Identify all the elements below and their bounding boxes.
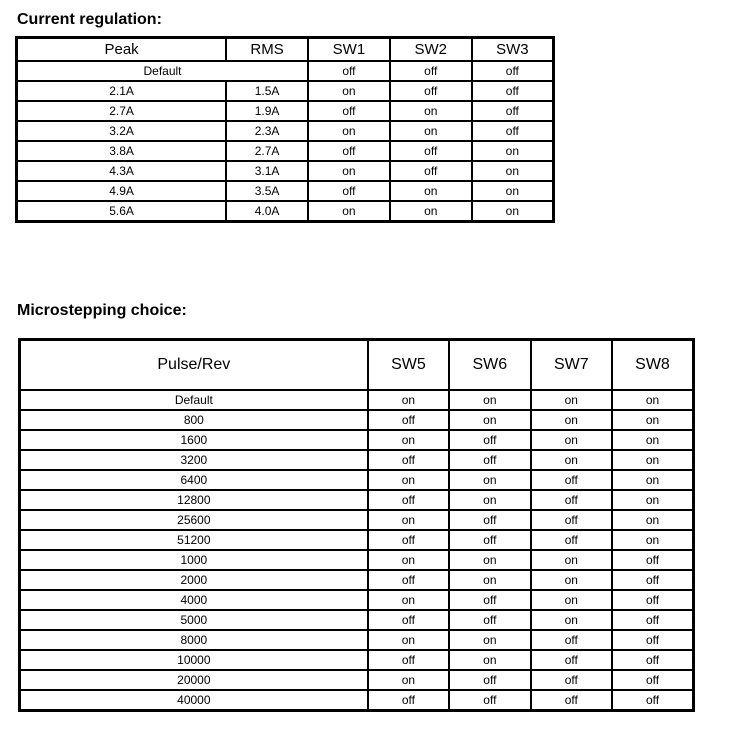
table-cell: on	[308, 81, 390, 101]
table-row	[20, 650, 694, 670]
table-cell: off	[612, 550, 694, 570]
table-row	[17, 161, 554, 181]
table-cell: off	[612, 590, 694, 610]
table-cell: on	[612, 430, 694, 450]
table-cell: on	[368, 430, 449, 450]
table-cell: 2.7A	[226, 141, 308, 161]
table-cell: off	[472, 61, 554, 81]
table-row	[20, 390, 694, 410]
table-row	[20, 410, 694, 430]
table-row	[17, 121, 554, 141]
table-cell: on	[531, 410, 612, 430]
table-cell: 2.3A	[226, 121, 308, 141]
table-row	[17, 181, 554, 201]
table-row	[20, 570, 694, 590]
table-row	[20, 490, 694, 510]
table-row	[20, 550, 694, 570]
column-header-rms: RMS	[226, 38, 308, 62]
table-cell: on	[449, 470, 530, 490]
table-row	[20, 590, 694, 610]
table-cell: off	[472, 101, 554, 121]
table-cell: 1.5A	[226, 81, 308, 101]
table-cell: on	[612, 510, 694, 530]
table-cell: off	[612, 650, 694, 670]
table-cell: on	[308, 201, 390, 222]
table-row	[20, 430, 694, 450]
table-cell: on	[612, 410, 694, 430]
table-cell: on	[612, 390, 694, 410]
table-cell: on	[472, 161, 554, 181]
table-cell: on	[390, 101, 472, 121]
table-cell: off	[368, 610, 449, 630]
table-cell: off	[308, 101, 390, 121]
table-cell: 1000	[20, 550, 368, 570]
table-cell: 8000	[20, 630, 368, 650]
table-cell: on	[472, 181, 554, 201]
table-cell: on	[449, 550, 530, 570]
table-cell: on	[368, 590, 449, 610]
column-header-sw6: SW6	[449, 340, 530, 391]
table-cell: off	[368, 690, 449, 711]
column-header-sw5: SW5	[368, 340, 449, 391]
table-cell: on	[449, 650, 530, 670]
table-row	[20, 470, 694, 490]
current-regulation-table	[15, 36, 555, 223]
column-header-pulse-rev: Pulse/Rev	[20, 340, 368, 391]
table-header-row	[17, 38, 554, 62]
table-cell: off	[449, 530, 530, 550]
table-row-default	[17, 61, 554, 81]
table-cell: off	[368, 570, 449, 590]
table-cell: on	[531, 430, 612, 450]
table-row	[20, 450, 694, 470]
table-row	[17, 81, 554, 101]
table-cell: on	[390, 181, 472, 201]
table-cell: 40000	[20, 690, 368, 711]
table-cell: on	[308, 121, 390, 141]
table-row	[20, 690, 694, 711]
table-cell: off	[308, 141, 390, 161]
table-cell: off	[612, 610, 694, 630]
table-cell: off	[531, 470, 612, 490]
table-cell: off	[449, 510, 530, 530]
table-cell: on	[368, 390, 449, 410]
table-cell: off	[390, 161, 472, 181]
table-cell: 51200	[20, 530, 368, 550]
current-regulation-title: Current regulation:	[17, 11, 162, 28]
table-cell: off	[368, 450, 449, 470]
table-cell: off	[449, 670, 530, 690]
table-cell: on	[612, 490, 694, 510]
table-cell: 2.1A	[17, 81, 227, 101]
default-label-cell: Default	[17, 61, 309, 81]
table-cell: off	[390, 141, 472, 161]
table-cell: 1600	[20, 430, 368, 450]
table-cell: on	[531, 570, 612, 590]
table-cell: 4.0A	[226, 201, 308, 222]
table-cell: on	[368, 550, 449, 570]
table-cell: Default	[20, 390, 368, 410]
table-row	[17, 141, 554, 161]
table-row	[20, 530, 694, 550]
table-cell: off	[449, 610, 530, 630]
table-cell: on	[390, 121, 472, 141]
table-cell: 4.3A	[17, 161, 227, 181]
table-cell: off	[472, 81, 554, 101]
table-cell: on	[531, 390, 612, 410]
table-cell: off	[368, 410, 449, 430]
table-cell: 3.8A	[17, 141, 227, 161]
table-cell: 5.6A	[17, 201, 227, 222]
table-cell: off	[531, 490, 612, 510]
table-cell: 1.9A	[226, 101, 308, 121]
table-header-row	[20, 340, 694, 391]
table-cell: off	[390, 81, 472, 101]
table-cell: off	[368, 490, 449, 510]
table-cell: on	[308, 161, 390, 181]
table-cell: on	[449, 410, 530, 430]
table-cell: on	[368, 510, 449, 530]
table-row	[17, 101, 554, 121]
table-cell: on	[449, 490, 530, 510]
table-cell: 20000	[20, 670, 368, 690]
table-cell: on	[612, 450, 694, 470]
table-cell: 10000	[20, 650, 368, 670]
table-cell: on	[449, 570, 530, 590]
table-cell: off	[531, 510, 612, 530]
table-cell: 800	[20, 410, 368, 430]
table-cell: off	[472, 121, 554, 141]
table-cell: off	[612, 570, 694, 590]
column-header-sw7: SW7	[531, 340, 612, 391]
table-cell: off	[368, 530, 449, 550]
table-cell: on	[531, 610, 612, 630]
microstepping-choice-title: Microstepping choice:	[17, 302, 187, 319]
table-cell: on	[531, 550, 612, 570]
table-cell: 4.9A	[17, 181, 227, 201]
table-cell: off	[368, 650, 449, 670]
table-cell: off	[449, 430, 530, 450]
table-cell: off	[612, 670, 694, 690]
table-cell: on	[531, 590, 612, 610]
table-cell: on	[449, 390, 530, 410]
table-cell: on	[449, 630, 530, 650]
column-header-peak: Peak	[17, 38, 227, 62]
column-header-sw1: SW1	[308, 38, 390, 62]
table-cell: off	[449, 450, 530, 470]
table-cell: 5000	[20, 610, 368, 630]
table-cell: on	[368, 630, 449, 650]
table-cell: off	[390, 61, 472, 81]
table-cell: on	[531, 450, 612, 470]
table-cell: on	[612, 470, 694, 490]
table-cell: off	[531, 630, 612, 650]
table-cell: 6400	[20, 470, 368, 490]
table-cell: 4000	[20, 590, 368, 610]
table-cell: 12800	[20, 490, 368, 510]
table-cell: 3.2A	[17, 121, 227, 141]
table-cell: off	[449, 590, 530, 610]
table-row	[20, 510, 694, 530]
table-cell: on	[368, 470, 449, 490]
table-row	[17, 201, 554, 222]
table-cell: off	[612, 630, 694, 650]
table-cell: off	[612, 690, 694, 711]
table-cell: off	[531, 530, 612, 550]
table-cell: on	[612, 530, 694, 550]
table-cell: 3.1A	[226, 161, 308, 181]
table-cell: on	[368, 670, 449, 690]
microstepping-table	[18, 338, 695, 712]
column-header-sw8: SW8	[612, 340, 694, 391]
table-cell: on	[472, 201, 554, 222]
table-row	[20, 630, 694, 650]
column-header-sw3: SW3	[472, 38, 554, 62]
table-cell: 25600	[20, 510, 368, 530]
table-cell: on	[390, 201, 472, 222]
table-cell: off	[449, 690, 530, 711]
table-cell: off	[308, 181, 390, 201]
table-row	[20, 670, 694, 690]
table-cell: 3200	[20, 450, 368, 470]
table-cell: off	[531, 690, 612, 711]
table-cell: on	[472, 141, 554, 161]
table-cell: 2.7A	[17, 101, 227, 121]
table-row	[20, 610, 694, 630]
table-cell: off	[308, 61, 390, 81]
table-cell: off	[531, 670, 612, 690]
column-header-sw2: SW2	[390, 38, 472, 62]
table-cell: 3.5A	[226, 181, 308, 201]
table-cell: 2000	[20, 570, 368, 590]
table-cell: off	[531, 650, 612, 670]
